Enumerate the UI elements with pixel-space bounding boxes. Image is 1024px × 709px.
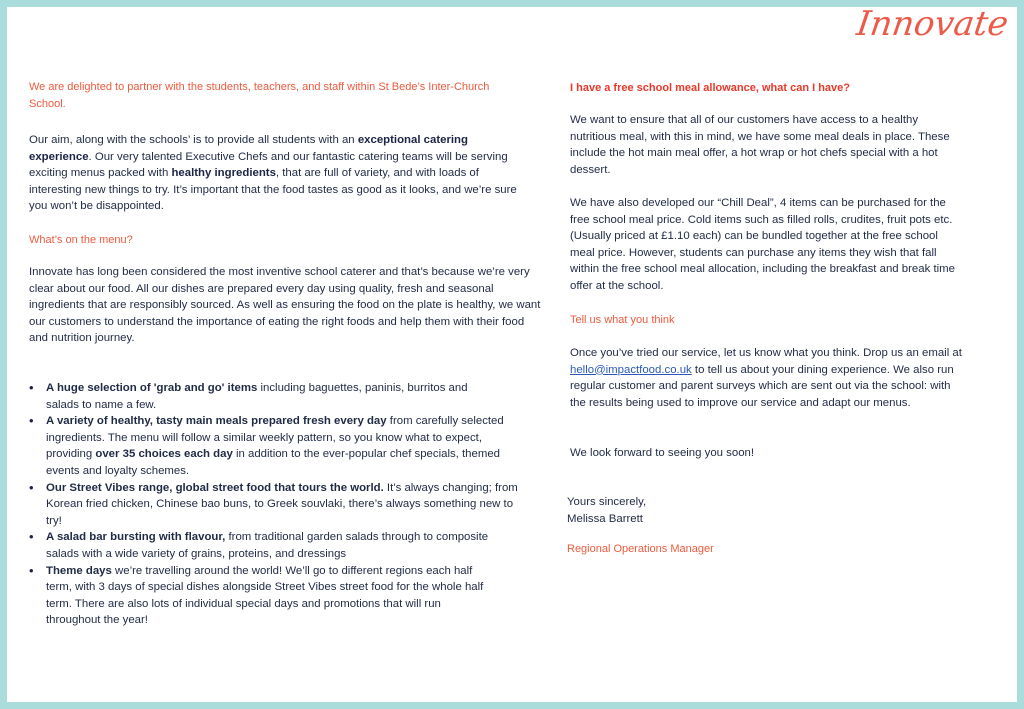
signature-block xyxy=(567,494,867,527)
bullet-street-vibes: • Our Street Vibes range, global street food that tours the world. It’s always changing; from Korean fried chicken, Chinese bao buns, to Greek souvlaki, there’s always something new to try! xyxy=(29,480,529,530)
look-forward-line: We look forward to seeing you soon! xyxy=(570,447,755,459)
email-link[interactable]: hello@impactfood.co.uk xyxy=(570,363,692,376)
innovate-logo: Innovate xyxy=(854,4,1011,44)
aim-text-2: . Our very talented Executive Chefs and our fantastic catering teams will be serving exciting menus packed with xyxy=(29,150,508,180)
intro-heading: We are delighted to partner with the students, teachers, and staff within St Bede’s Inter-Church School. xyxy=(29,81,490,110)
bullet-salad-bar: • A salad bar bursting with flavour, from traditional garden salads through to composite salads with a wide variety of grains, proteins, and dressings xyxy=(29,529,529,562)
menu-bullet-list xyxy=(29,380,529,629)
fsm-heading: I have a free school meal allowance, what can I have? xyxy=(570,82,851,94)
aim-text-3: , that are full of variety, and with loads of interesting new things to try. It’s important that the food tastes as good as it looks, and we’re sure you won’t be disappointed. xyxy=(29,167,517,213)
aim-text-1: Our aim, along with the schools’ is to provide all students with an xyxy=(29,134,358,146)
bullet-grab-and-go: • A huge selection of 'grab and go' items including baguettes, paninis, burritos and salads to name a few. xyxy=(29,380,529,413)
fsm-paragraph-1: We want to ensure that all of our customers have access to a healthy nutritious meal, with this in mind, we have some meal deals in place. These include the hot main meal offer, a hot wrap or hot chefs special with a hot dessert. xyxy=(570,114,950,176)
aim-bold-2: healthy ingredients xyxy=(171,167,276,180)
menu-heading: What’s on the menu? xyxy=(29,234,133,246)
signatory-role: Regional Operations Manager xyxy=(567,543,714,555)
fsm-paragraph-2: We have also developed our “Chill Deal”, 4 items can be purchased for the free school meal price. Cold items such as filled rolls, crudites, fruit pots etc. (Usually priced at £1.10 each) can be bundled together at the free school meal price. However, students can purchase any items they wish that fall within the free school meal allocation, including the breakfast and break time offer at the school. xyxy=(570,197,955,292)
aim-paragraph xyxy=(29,132,519,215)
tell-paragraph: Once you’ve tried our service, let us know what you think. Drop us an email at hello@impactfood.co.uk to tell us about your dining experience. We also run regular customer and parent surveys which are sent out via the school: with the results being used to improve our service and adapt our menus. xyxy=(570,347,962,409)
menu-paragraph: Innovate has long been considered the most inventive school caterer and that’s because we’re very clear about our food. All our dishes are prepared every day using quality, fresh and seasonal ingredients that are responsibly sourced. As well as ensuring the food on the plate is healthy, we want our customers to understand the importance of eating the right foods and help them with their food and nutrition journey. xyxy=(29,266,541,345)
sign-off: Yours sincerely, xyxy=(567,496,647,508)
tell-heading: Tell us what you think xyxy=(570,314,675,326)
aim-bold-1: exceptional catering experience xyxy=(29,134,468,163)
bullet-main-meals: • A variety of healthy, tasty main meals prepared fresh every day from carefully selected ingredients. The menu will follow a similar weekly pattern, so you know what to expect, providing over 35 choices each day in addition to the ever-popular chef specials, themed events and loyalty schemes. xyxy=(29,413,529,479)
signatory-name: Melissa Barrett xyxy=(567,512,643,525)
bullet-theme-days: • Theme days we’re travelling around the world! We’ll go to different regions each half term, with 3 days of special dishes alongside Street Vibes street food for the whole half term. There are also lots of individual special days and promotions that will run throughout the year! xyxy=(29,563,529,629)
